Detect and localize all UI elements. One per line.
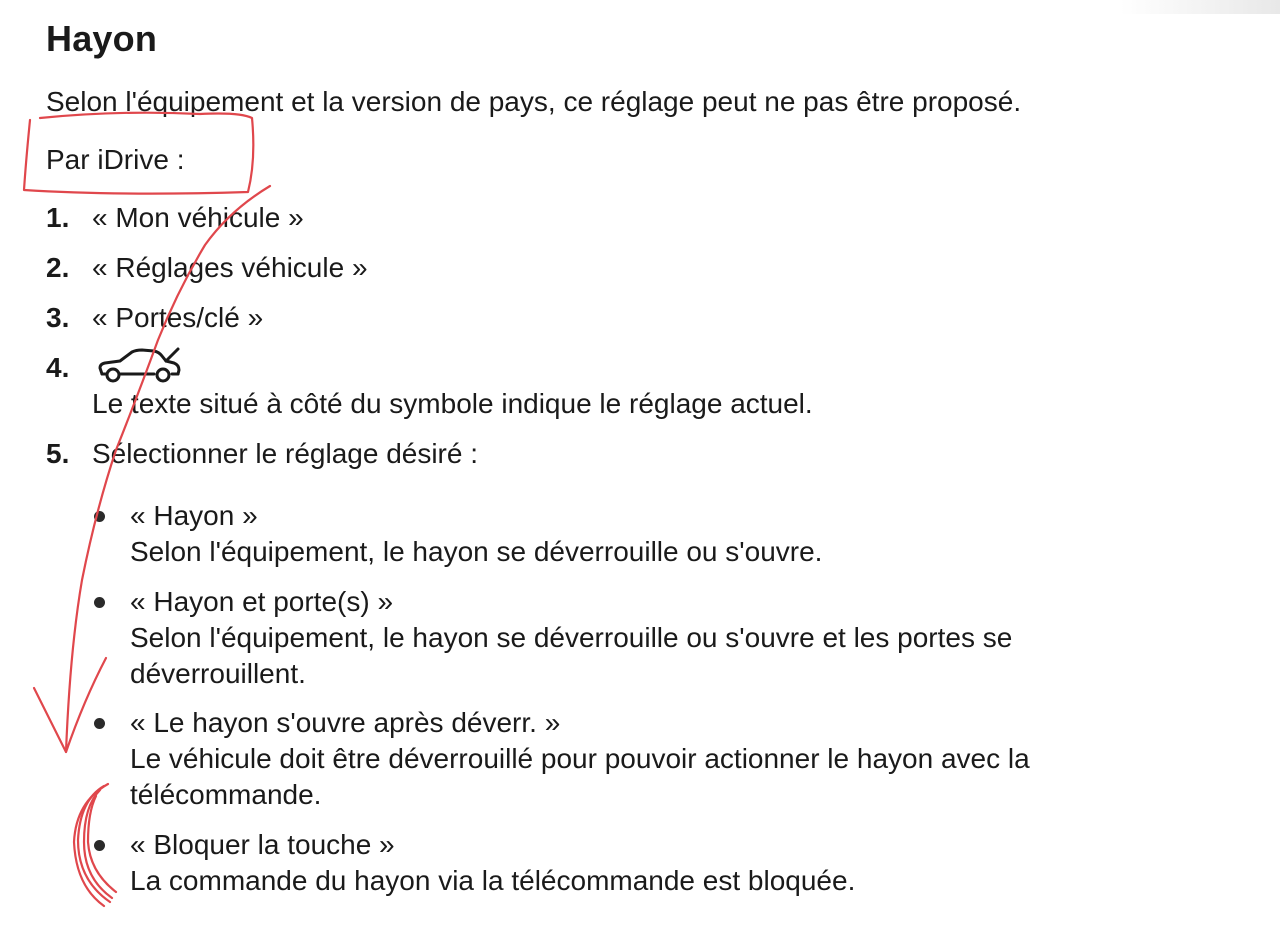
step-number: 4. [46, 352, 70, 383]
par-idrive-label: Par iDrive : [46, 144, 185, 175]
option-ouvre-apres-desc-1: Le véhicule doit être déverrouillé pour pouvoir actionner le hayon avec la [130, 743, 1030, 774]
car-trunk-open-icon [96, 344, 182, 386]
step-text: « Mon véhicule » [92, 202, 304, 233]
bullet-marker [94, 840, 105, 851]
option-hayon-label: « Hayon » [130, 500, 258, 531]
option-hayon-portes-label: « Hayon et porte(s) » [130, 586, 394, 617]
option-bloquer-desc: La commande du hayon via la télécommande est bloquée. [130, 865, 856, 896]
step-number: 5. [46, 438, 70, 469]
page-title: Hayon [46, 18, 158, 59]
step-number: 2. [46, 252, 70, 283]
option-hayon-portes-desc-2: déverrouillent. [130, 658, 306, 689]
page-corner-shadow [1120, 0, 1280, 14]
intro-text: Selon l'équipement et la version de pays, ce réglage peut ne pas être proposé. [46, 86, 1022, 117]
bullet-marker [94, 718, 105, 729]
step-number: 3. [46, 302, 70, 333]
step-2 [46, 250, 368, 286]
step-4-note: Le texte situé à côté du symbole indique le réglage actuel. [92, 388, 813, 419]
step-3 [46, 300, 263, 336]
step-4 [46, 350, 92, 386]
bullet-marker [94, 511, 105, 522]
option-bloquer-label: « Bloquer la touche » [130, 829, 395, 860]
step-1 [46, 200, 304, 236]
step-number: 1. [46, 202, 70, 233]
annotation-arrow-head [34, 658, 106, 752]
step-text: Sélectionner le réglage désiré : [92, 438, 479, 469]
option-hayon-desc: Selon l'équipement, le hayon se déverrouille ou s'ouvre. [130, 536, 823, 567]
step-5 [46, 436, 478, 472]
option-hayon-portes-desc-1: Selon l'équipement, le hayon se déverrouille ou s'ouvre et les portes se [130, 622, 1013, 653]
step-text: « Réglages véhicule » [92, 252, 368, 283]
bullet-marker [94, 597, 105, 608]
step-text: « Portes/clé » [92, 302, 264, 333]
option-ouvre-apres-label: « Le hayon s'ouvre après déverr. » [130, 707, 561, 738]
option-ouvre-apres-desc-2: télécommande. [130, 779, 322, 810]
